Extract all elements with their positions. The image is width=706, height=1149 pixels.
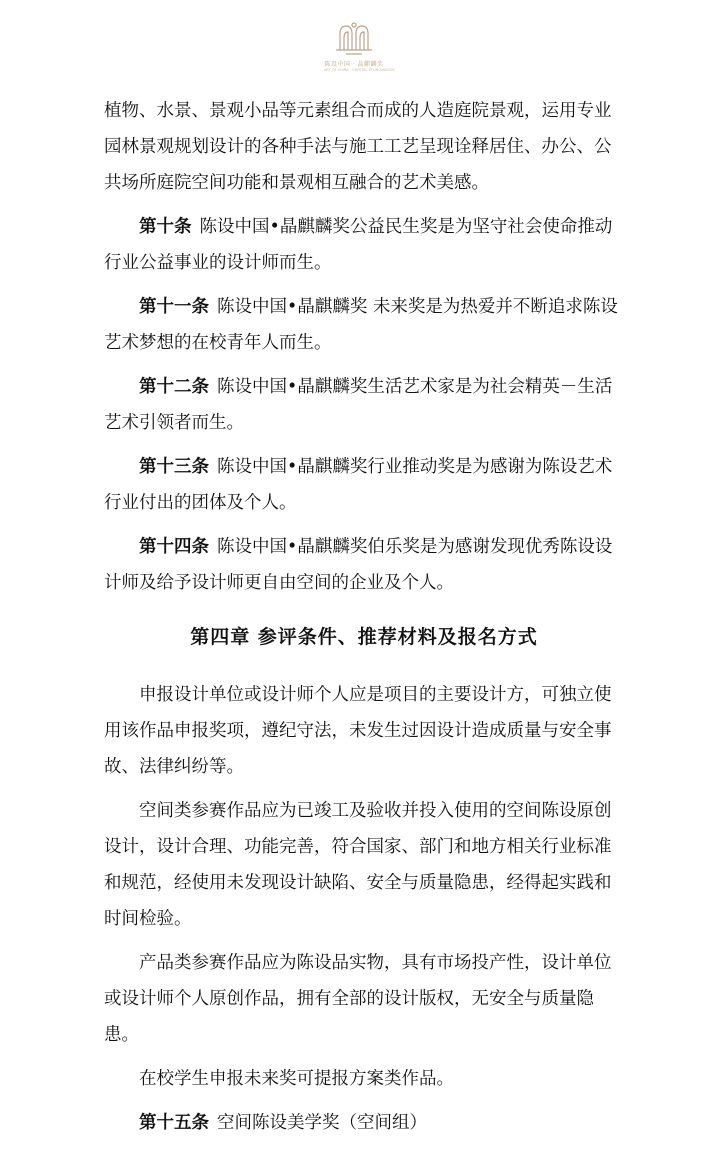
article-text: 陈设中国•晶麒麟奖公益民生奖是为坚守社会使命推动行业公益事业的设计师而生。 [104, 217, 613, 273]
paragraph-students: 在校学生申报未来奖可提报方案类作品。 [139, 1069, 454, 1089]
paragraph-eligibility: 申报设计单位或设计师个人应是项目的主要设计方，可独立使用该作品申报奖项，遵纪守法，未发生过因设计造成质量与安全事故、法律纠纷等。 [104, 685, 612, 777]
intro-continuation: 植物、水景、景观小品等元素组合而成的人造庭院景观，运用专业园林景观规划设计的各种手法与施工工艺呈现诠释居住、办公、公共场所庭院空间功能和景观相互融合的艺术美感。 [104, 101, 612, 193]
article-text: 陈设中国•晶麒麟奖行业推动奖是为感谢为陈设艺术行业付出的团体及个人。 [104, 457, 613, 513]
kylin-logo-icon [332, 20, 376, 58]
article-label: 第十四条 [139, 537, 209, 557]
article-text: 陈设中国•晶麒麟奖生活艺术家是为社会精英－生活艺术引领者而生。 [104, 377, 613, 433]
article-text: 陈设中国•晶麒麟奖 未来奖是为热爱并不断追求陈设艺术梦想的在校青年人而生。 [104, 297, 618, 353]
article-15 [104, 1105, 624, 1141]
article-13 [104, 449, 624, 521]
paragraph-space-category: 空间类参赛作品应为已竣工及验收并投入使用的空间陈设原创设计，设计合理、功能完善，符合国家、部门和地方相关行业标准和规范，经使用未发现设计缺陷、安全与质量隐患，经得起实践和时间检验。 [104, 801, 612, 929]
article-14 [104, 529, 624, 601]
article-text: 陈设中国•晶麒麟奖伯乐奖是为感谢发现优秀陈设设计师及给予设计师更自由空间的企业及个人。 [104, 537, 613, 593]
logo-subtext: ART OF CHINA · CRYSTAL KYLIN AWARDS [324, 68, 395, 72]
article-10 [104, 209, 624, 281]
article-text: 空间陈设美学奖（空间组） [217, 1113, 427, 1133]
article-label: 第十一条 [139, 297, 209, 317]
paragraph-product-category: 产品类参赛作品应为陈设品实物，具有市场投产性，设计单位或设计师个人原创作品，拥有全部的设计版权，无安全与质量隐患。 [104, 953, 612, 1045]
chapter-title: 第四章 参评条件、推荐材料及报名方式 [190, 626, 538, 648]
article-12 [104, 369, 624, 441]
article-label: 第十五条 [139, 1113, 209, 1133]
logo-text: 陈设中国 · 晶麒麟奖 [324, 61, 384, 68]
logo [324, 20, 395, 82]
article-label: 第十二条 [139, 377, 209, 397]
document-body [104, 93, 624, 1149]
article-11 [104, 289, 624, 361]
article-label: 第十三条 [139, 457, 209, 477]
article-label: 第十条 [139, 217, 192, 237]
